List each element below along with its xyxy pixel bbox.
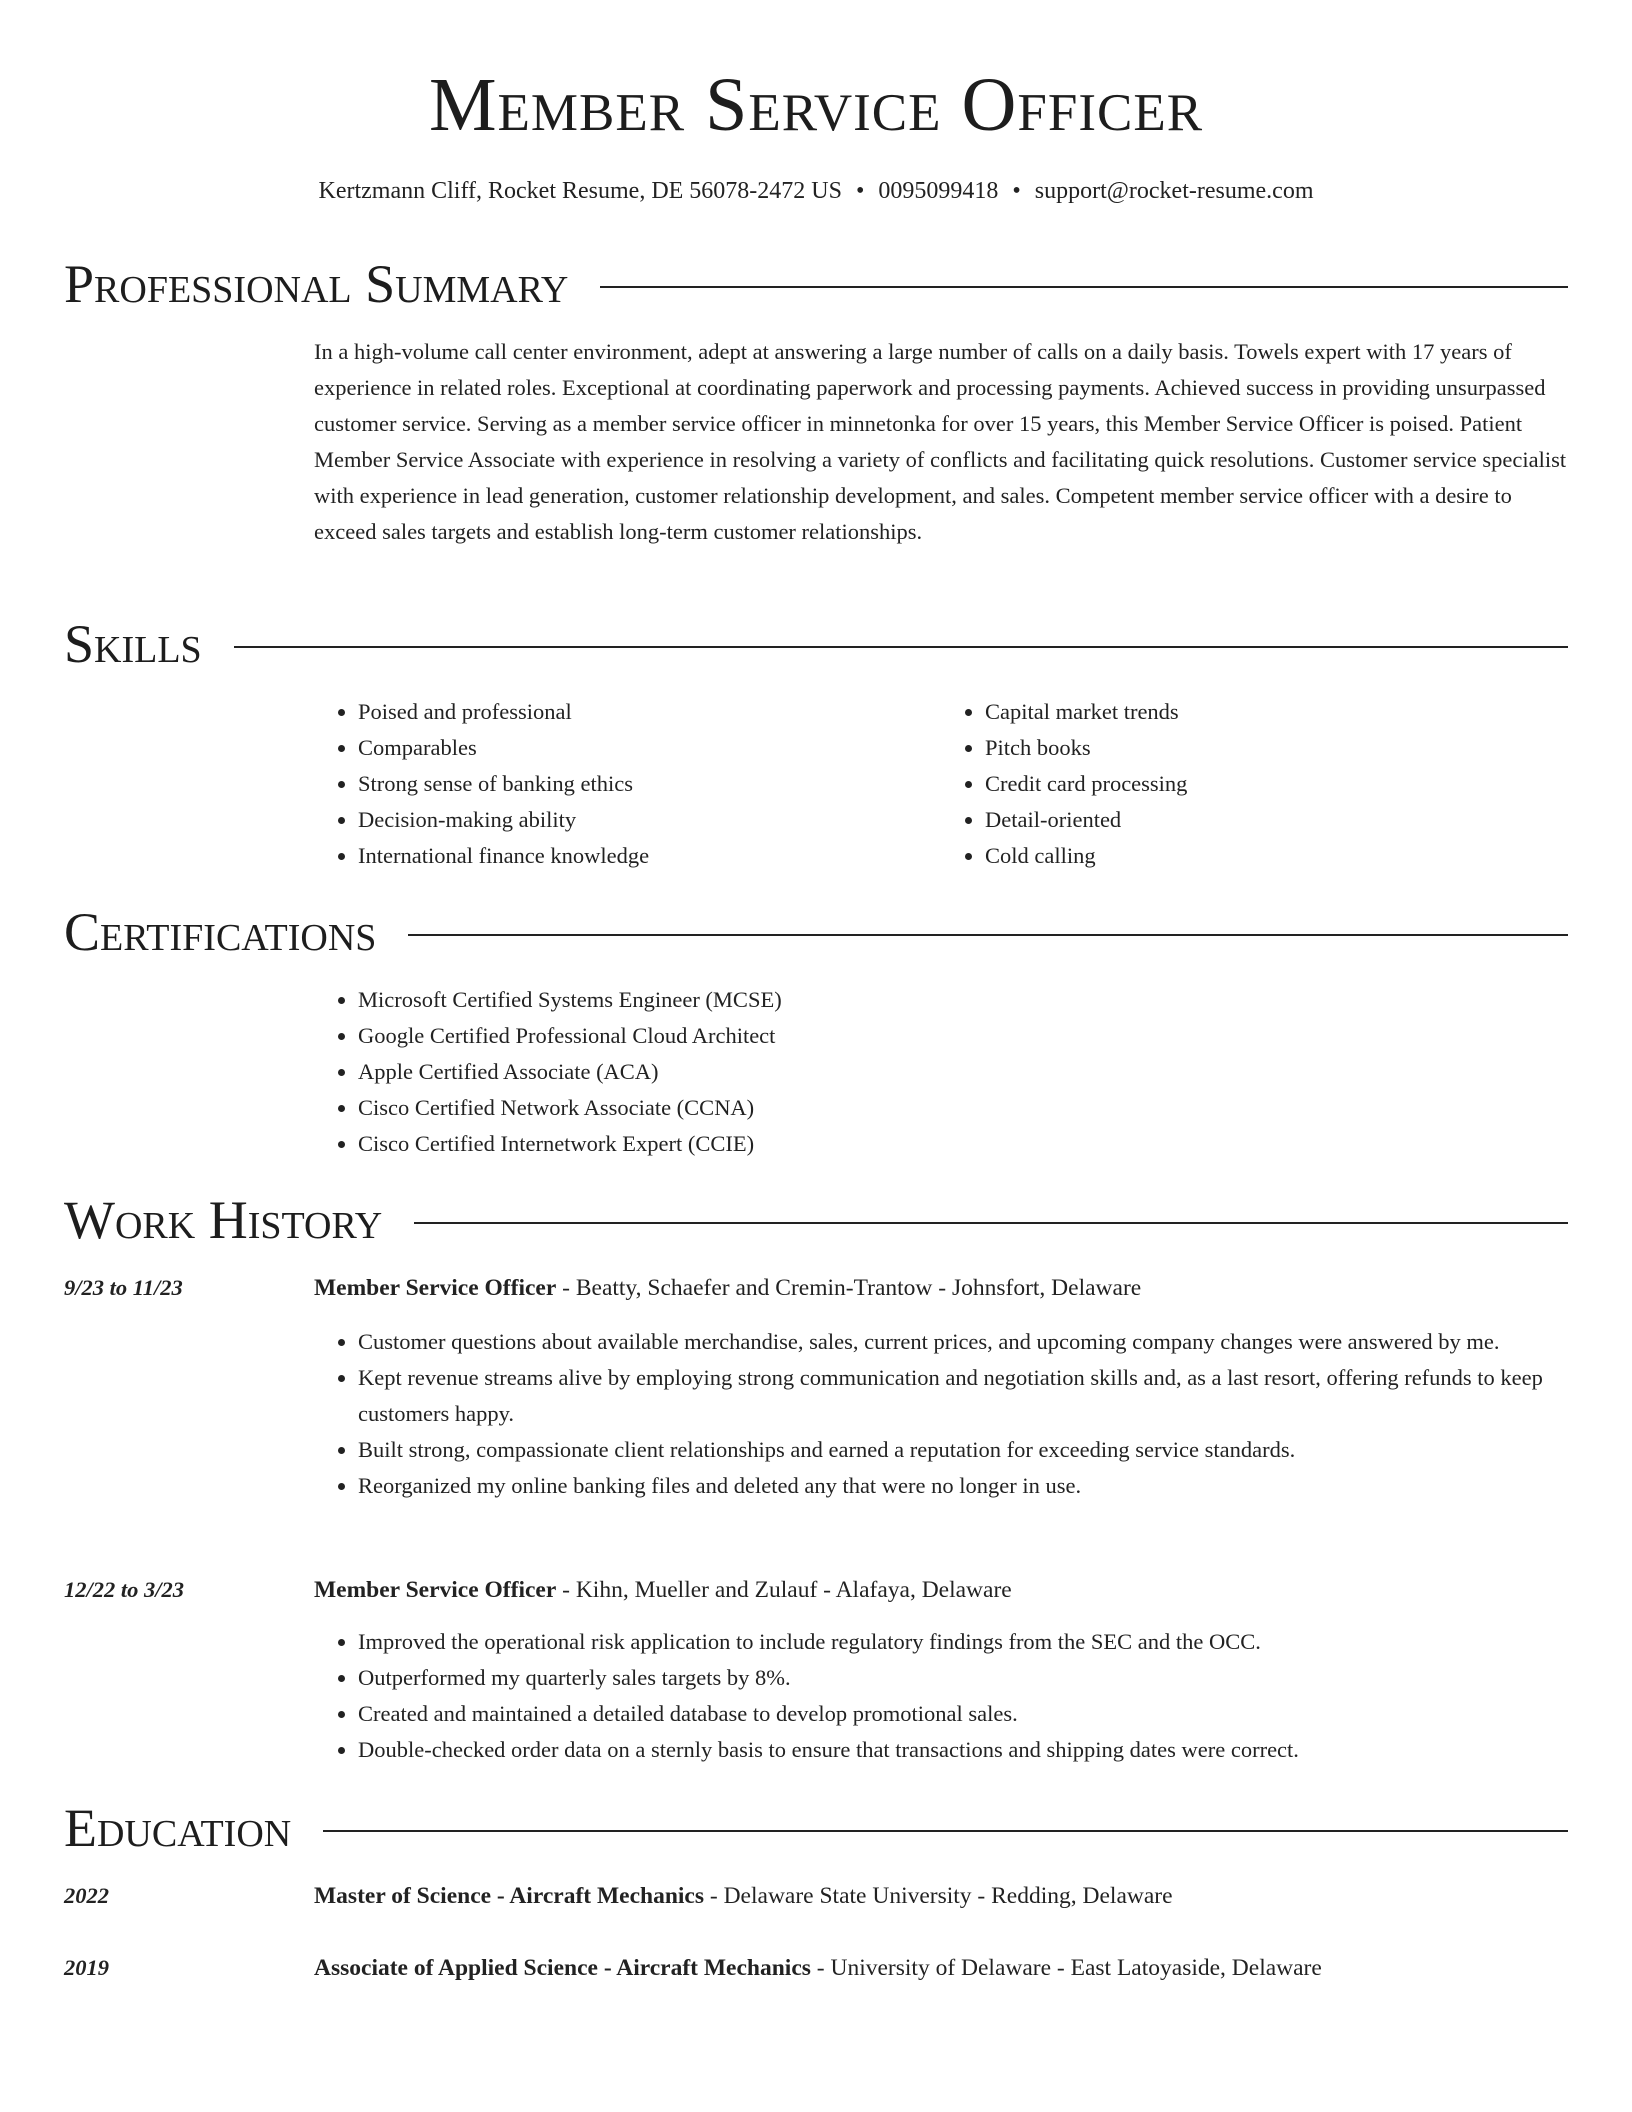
skills-body (314, 694, 1568, 874)
job-heading (314, 1572, 1568, 1608)
education-entry (314, 1950, 1568, 1986)
contact-separator: • (1012, 178, 1021, 204)
summary-body (314, 334, 1568, 550)
skill-item: • Cold calling (985, 838, 1568, 874)
section-divider (234, 646, 1568, 648)
resume-name: Member Service Officer (428, 63, 1204, 147)
job-dates: 9/23 to 11/23 (64, 1275, 183, 1300)
education-heading (314, 1950, 1568, 1986)
section-divider (600, 286, 1568, 288)
job-bullet: • Built strong, compassionate client relationships and earned a reputation for exceeding service standards. (358, 1432, 1568, 1468)
skill-item: • Credit card processing (985, 766, 1568, 802)
certifications-body (314, 982, 1568, 1162)
job-bullet: • Created and maintained a detailed database to develop promotional sales. (358, 1696, 1568, 1732)
skills-list-left (314, 694, 941, 874)
job-bullet: • Outperformed my quarterly sales targets by 8%. (358, 1660, 1568, 1696)
certification-item: • Cisco Certified Network Associate (CCNA) (358, 1090, 1568, 1126)
education-degree: Master of Science - Aircraft Mechanics (314, 1883, 705, 1909)
skill-item: • Comparables (358, 730, 941, 766)
job-bullet: • Improved the operational risk application to include regulatory findings from the SEC and the OCC. (358, 1624, 1568, 1660)
certification-item: • Google Certified Professional Cloud Architect (358, 1018, 1568, 1054)
skills-grid (314, 694, 1568, 874)
section-title-skills: Skills (64, 614, 202, 674)
skills-list-right (941, 694, 1568, 874)
contact-address: Kertzmann Cliff, Rocket Resume, DE 56078-2472 US (318, 178, 842, 204)
job-heading (314, 1270, 1568, 1306)
skill-item: • Strong sense of banking ethics (358, 766, 941, 802)
section-title-summary: Professional Summary (64, 254, 569, 314)
skill-item: • International finance knowledge (358, 838, 941, 874)
job-bullet: • Double-checked order data on a sternly basis to ensure that transactions and shipping dates were correct. (358, 1732, 1568, 1768)
education-year: 2022 (64, 1883, 109, 1908)
education-section-header (64, 1796, 1568, 1860)
job-company-location: - Kihn, Mueller and Zulauf - Alafaya, Delaware (556, 1577, 1012, 1603)
certifications-list (314, 982, 1568, 1162)
skill-item: • Pitch books (985, 730, 1568, 766)
section-divider (323, 1830, 1568, 1832)
contact-separator: • (855, 178, 865, 204)
section-title-work: Work History (64, 1190, 383, 1250)
education-year: 2019 (64, 1955, 109, 1980)
education-entry (314, 1878, 1568, 1914)
skills-section-header (64, 612, 1568, 676)
section-divider (408, 934, 1568, 936)
job-bullet: • Customer questions about available merchandise, sales, current prices, and upcoming company changes were answered by me. (358, 1324, 1568, 1360)
skill-item: • Decision-making ability (358, 802, 941, 838)
skill-item: • Poised and professional (358, 694, 941, 730)
job-entry (314, 1270, 1568, 1504)
contact-phone: 0095099418 (878, 178, 999, 204)
education-school-location: - Delaware State University - Redding, Delaware (704, 1883, 1173, 1909)
skill-item: • Detail-oriented (985, 802, 1568, 838)
section-title-certifications: Certifications (64, 902, 377, 962)
section-divider (414, 1222, 1568, 1224)
job-dates: 12/22 to 3/23 (64, 1577, 185, 1602)
education-school-location: - University of Delaware - East Latoyaside, Delaware (810, 1955, 1322, 1981)
education-degree: Associate of Applied Science - Aircraft Mechanics (314, 1955, 811, 1981)
education-heading (314, 1878, 1568, 1914)
summary-section-header (64, 252, 1568, 316)
contact-email: support@rocket-resume.com (1034, 178, 1314, 204)
skill-item: • Capital market trends (985, 694, 1568, 730)
contact-line (64, 176, 1568, 206)
job-role: Member Service Officer (314, 1577, 557, 1603)
job-entry (314, 1572, 1568, 1768)
job-bullet: • Reorganized my online banking files and deleted any that were no longer in use. (358, 1468, 1568, 1504)
certifications-section-header (64, 900, 1568, 964)
work-section-header (64, 1188, 1568, 1252)
certification-item: • Apple Certified Associate (ACA) (358, 1054, 1568, 1090)
job-bullets (314, 1624, 1568, 1768)
certification-item: • Microsoft Certified Systems Engineer (MCSE) (358, 982, 1568, 1018)
job-bullets (314, 1324, 1568, 1504)
job-bullet: • Kept revenue streams alive by employing strong communication and negotiation skills and, as a last resort, offering refunds to keep customers happy. (358, 1360, 1568, 1432)
section-title-education: Education (64, 1798, 292, 1858)
certification-item: • Cisco Certified Internetwork Expert (CCIE) (358, 1126, 1568, 1162)
job-company-location: - Beatty, Schaefer and Cremin-Trantow - Johnsfort, Delaware (556, 1275, 1142, 1301)
job-role: Member Service Officer (314, 1275, 557, 1301)
summary-text: In a high-volume call center environment, adept at answering a large number of calls on a daily basis. Towels expert with 17 years of experience in related roles. Exceptional at coordinating paperwork and processing payments. Achieved success in providing unsurpassed customer service. Serving as a member service officer in minnetonka for over 15 years, this Member Service Officer is poised. Patient Member Service Associate with experience in resolving a variety of conflicts and facilitating quick resolutions. Customer service specialist with experience in lead generation, customer relationship development, and sales. Competent member service officer with a desire to exceed sales targets and establish long-term customer relationships. (314, 339, 1567, 544)
